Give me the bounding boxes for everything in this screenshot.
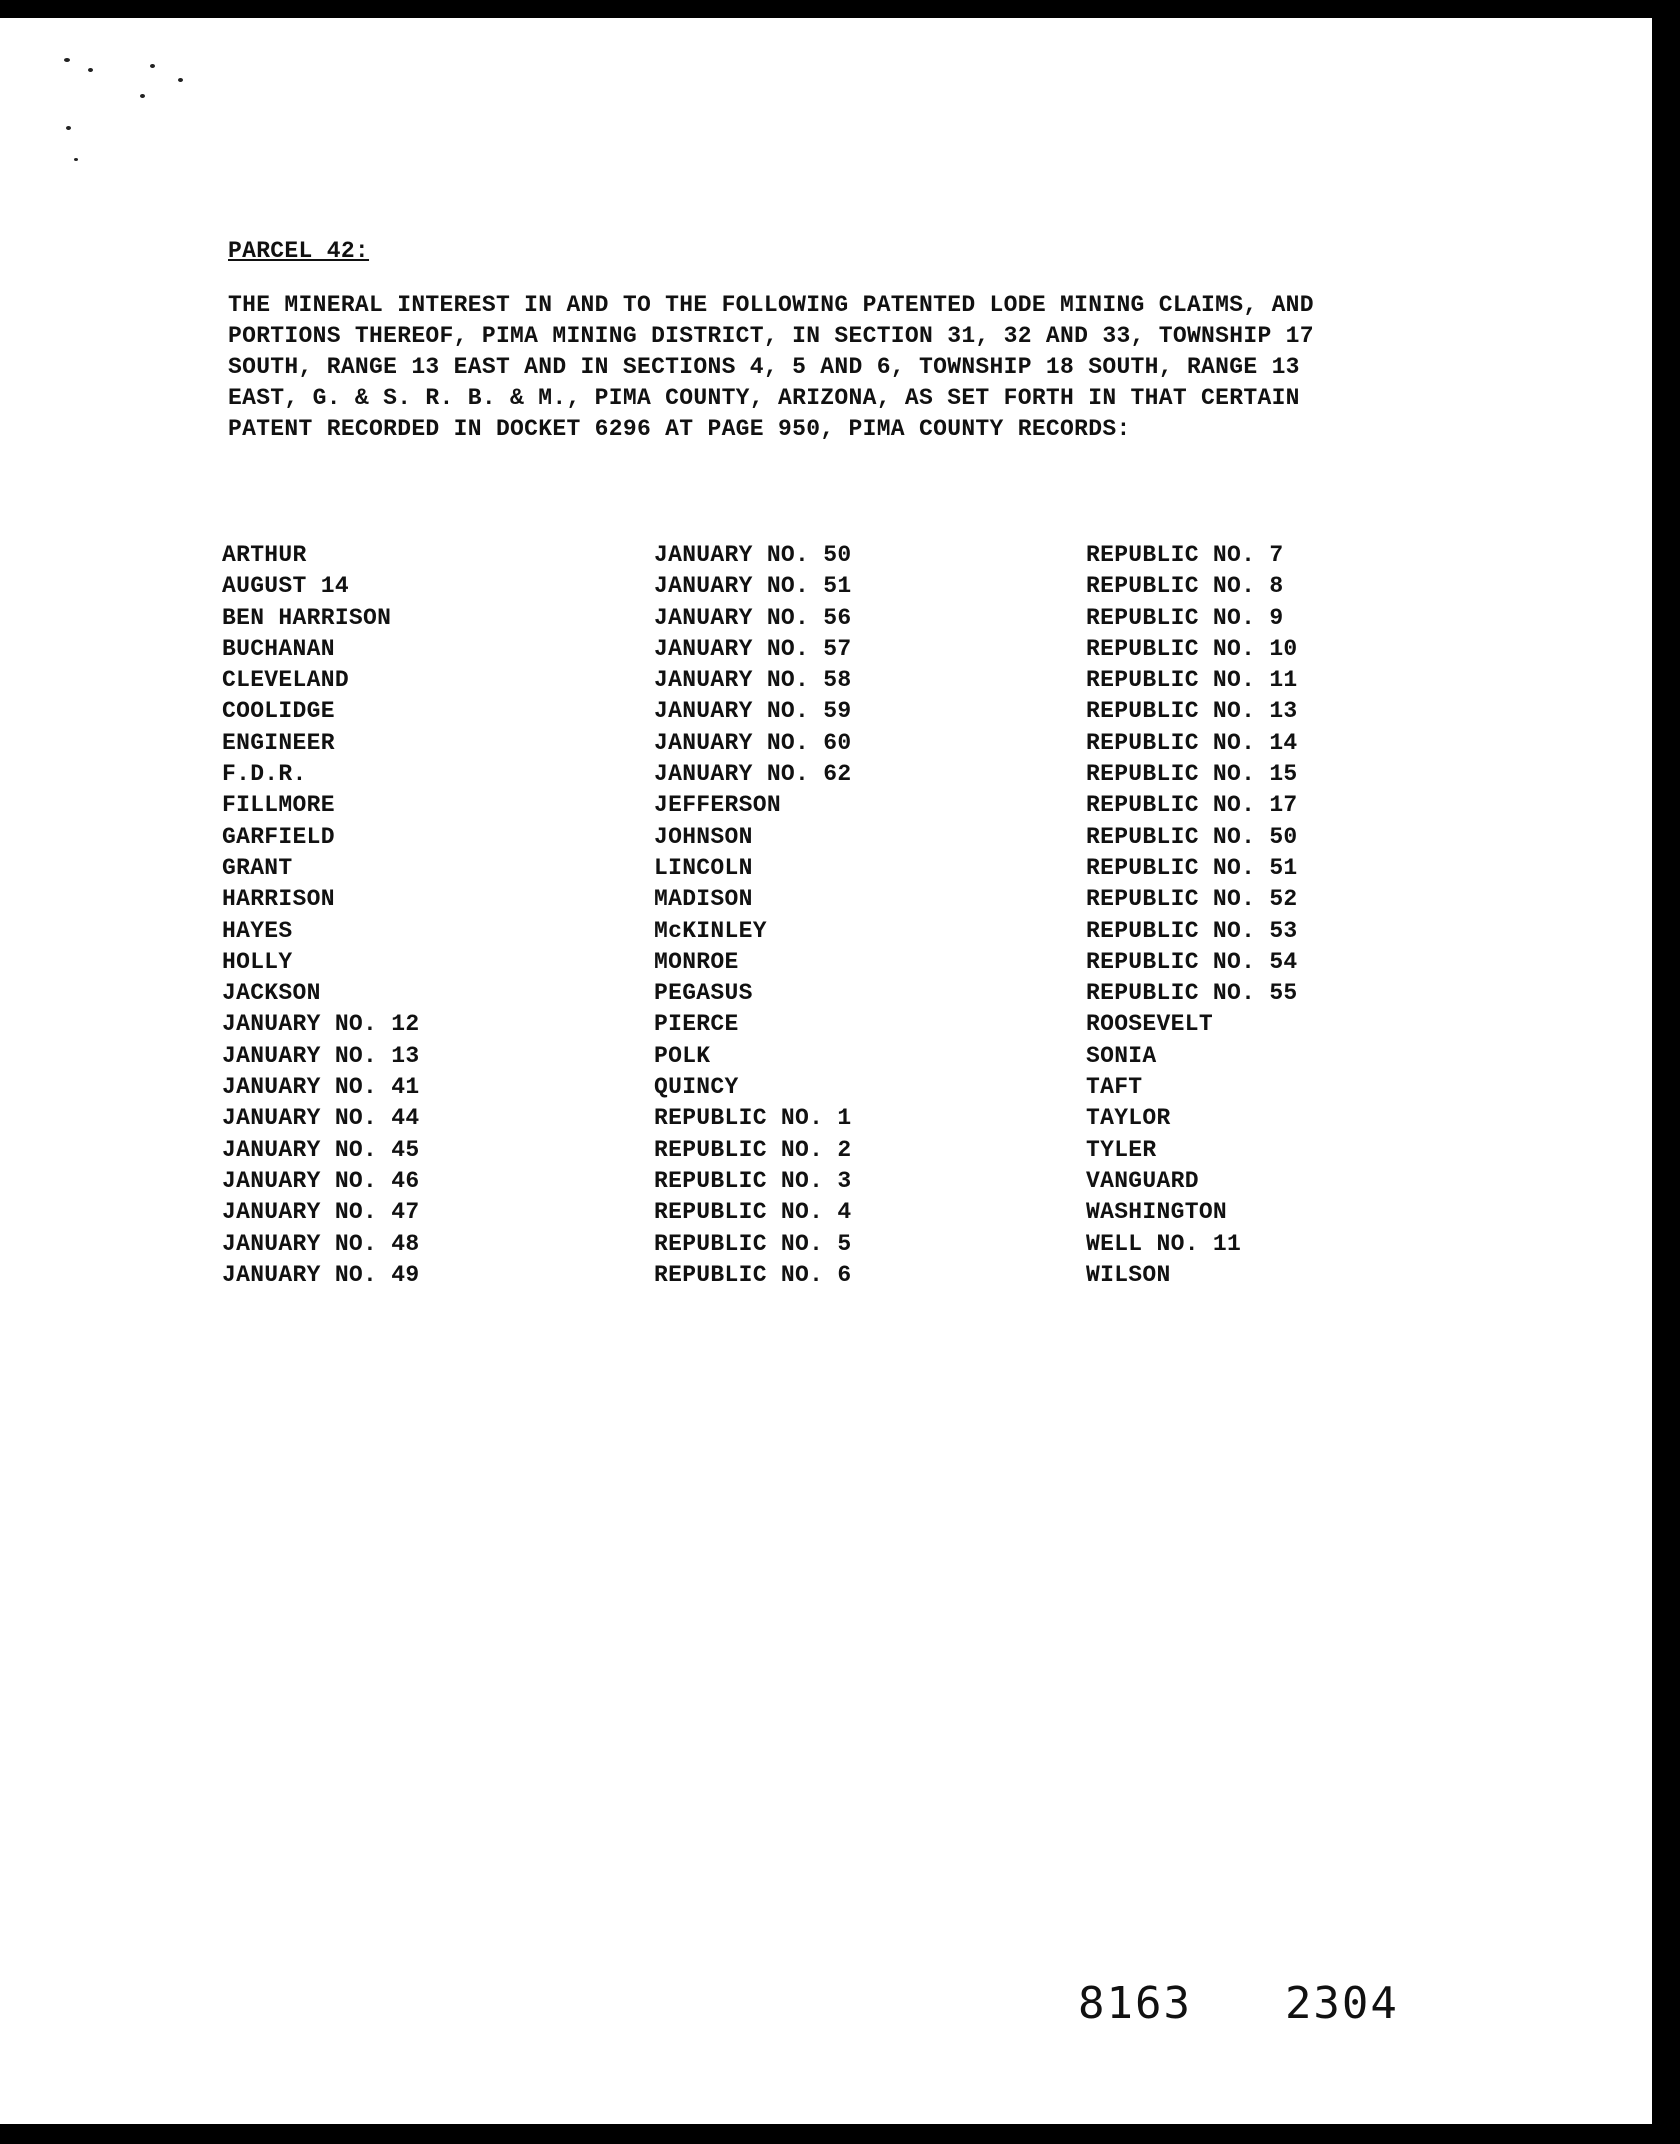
claim-name: JANUARY NO. 60	[654, 729, 852, 756]
claim-name: LINCOLN	[654, 854, 753, 881]
parcel-description: THE MINERAL INTEREST IN AND TO THE FOLLOWING PATENTED LODE MINING CLAIMS, AND PORTIONS THEREOF, PIMA MINING DISTRICT, IN SECTION 31, 32 AND 33, TOWNSHIP 17 SOUTH, RANGE 13 EAST AND IN SECTIONS 4, 5 AND 6, TOWNSHIP 18 SOUTH, RANGE 13 EAST, G. & S. R. B. & M., PIMA COUNTY, ARIZONA, AS SET FORTH IN THAT CERTAIN PATENT RECORDED IN DOCKET 6296 AT PAGE 950, PIMA COUNTY RECORDS:	[228, 292, 1314, 442]
claim-name: WILSON	[1086, 1261, 1171, 1288]
claim-name: REPUBLIC NO. 6	[654, 1261, 852, 1288]
claim-name: JANUARY NO. 12	[222, 1011, 420, 1038]
claim-name: CLEVELAND	[222, 667, 349, 694]
claim-name: HARRISON	[222, 886, 335, 913]
scan-speck	[64, 58, 70, 62]
claim-name: JANUARY NO. 59	[654, 698, 852, 725]
claim-name: PEGASUS	[654, 980, 753, 1007]
document-page	[0, 18, 1652, 2124]
claim-name: REPUBLIC NO. 4	[654, 1199, 852, 1226]
claim-name: BUCHANAN	[222, 635, 335, 662]
claim-name: TYLER	[1086, 1136, 1157, 1163]
document-body	[222, 236, 1428, 1288]
claim-name: JANUARY NO. 51	[654, 573, 852, 600]
claim-name: JANUARY NO. 44	[222, 1105, 420, 1132]
claim-name: REPUBLIC NO. 54	[1086, 948, 1298, 975]
claims-column-2	[654, 540, 1074, 1291]
claim-name: JOHNSON	[654, 823, 753, 850]
claim-name: McKINLEY	[654, 917, 767, 944]
claim-name: REPUBLIC NO. 5	[654, 1230, 852, 1257]
claim-name: JANUARY NO. 47	[222, 1199, 420, 1226]
claims-column-1	[222, 540, 642, 1291]
scan-speck	[178, 78, 183, 82]
claim-name: PIERCE	[654, 1011, 739, 1038]
claim-name: GRANT	[222, 854, 293, 881]
claim-name: JANUARY NO. 49	[222, 1261, 420, 1288]
scan-speck	[140, 94, 145, 98]
claim-name: REPUBLIC NO. 2	[654, 1136, 852, 1163]
claim-name: FILLMORE	[222, 792, 335, 819]
claim-name: REPUBLIC NO. 11	[1086, 667, 1298, 694]
claim-name: REPUBLIC NO. 7	[1086, 542, 1284, 568]
scan-speck	[150, 64, 155, 68]
parcel-heading: PARCEL 42:	[228, 238, 370, 264]
claim-name: REPUBLIC NO. 9	[1086, 604, 1284, 631]
claim-name: COOLIDGE	[222, 698, 335, 725]
claim-name: REPUBLIC NO. 52	[1086, 886, 1298, 913]
claim-name: JANUARY NO. 57	[654, 635, 852, 662]
claim-name: JANUARY NO. 56	[654, 604, 852, 631]
claim-name: HAYES	[222, 917, 293, 944]
claim-name: REPUBLIC NO. 15	[1086, 761, 1298, 788]
claim-name: F.D.R.	[222, 761, 307, 788]
claim-name: JANUARY NO. 48	[222, 1230, 420, 1257]
claim-name: TAYLOR	[1086, 1105, 1171, 1132]
claim-name: ROOSEVELT	[1086, 1011, 1213, 1038]
claim-name: ENGINEER	[222, 729, 335, 756]
claim-name: REPUBLIC NO. 8	[1086, 573, 1284, 600]
claim-name: REPUBLIC NO. 14	[1086, 729, 1298, 756]
claim-name: JANUARY NO. 46	[222, 1167, 420, 1194]
claim-name: MONROE	[654, 948, 739, 975]
claim-name: JANUARY NO. 13	[222, 1042, 420, 1069]
claim-name: REPUBLIC NO. 10	[1086, 635, 1298, 662]
claim-name: REPUBLIC NO. 13	[1086, 698, 1298, 725]
claim-name: REPUBLIC NO. 1	[654, 1105, 852, 1132]
claim-name: VANGUARD	[1086, 1167, 1199, 1194]
claim-name: JANUARY NO. 41	[222, 1074, 420, 1101]
claim-name: JANUARY NO. 45	[222, 1136, 420, 1163]
claim-name: POLK	[654, 1042, 711, 1069]
claim-name: WELL NO. 11	[1086, 1230, 1242, 1257]
claim-name: REPUBLIC NO. 55	[1086, 980, 1298, 1007]
claim-name: JANUARY NO. 62	[654, 761, 852, 788]
claim-name: JACKSON	[222, 980, 321, 1007]
claim-name: REPUBLIC NO. 50	[1086, 823, 1298, 850]
claim-name: QUINCY	[654, 1074, 739, 1101]
claim-name: REPUBLIC NO. 53	[1086, 917, 1298, 944]
claim-name: JANUARY NO. 58	[654, 667, 852, 694]
claim-name: MADISON	[654, 886, 753, 913]
scan-speck	[66, 126, 71, 130]
claim-name: JANUARY NO. 50	[654, 542, 852, 568]
claim-name: WASHINGTON	[1086, 1199, 1228, 1226]
claim-name: GARFIELD	[222, 823, 335, 850]
claim-name: HOLLY	[222, 948, 293, 975]
claim-name: AUGUST 14	[222, 573, 349, 600]
page-number: 8163 2304	[1078, 1978, 1399, 2029]
scan-speck	[88, 68, 93, 72]
claim-name: ARTHUR	[222, 542, 307, 568]
claim-name: SONIA	[1086, 1042, 1157, 1069]
claims-column-3	[1086, 540, 1506, 1291]
claim-name: REPUBLIC NO. 3	[654, 1167, 852, 1194]
scan-speck	[74, 158, 78, 161]
claim-name: JEFFERSON	[654, 792, 781, 819]
claim-name: REPUBLIC NO. 51	[1086, 854, 1298, 881]
claim-name: BEN HARRISON	[222, 604, 392, 631]
claim-name: TAFT	[1086, 1074, 1143, 1101]
claim-name: REPUBLIC NO. 17	[1086, 792, 1298, 819]
